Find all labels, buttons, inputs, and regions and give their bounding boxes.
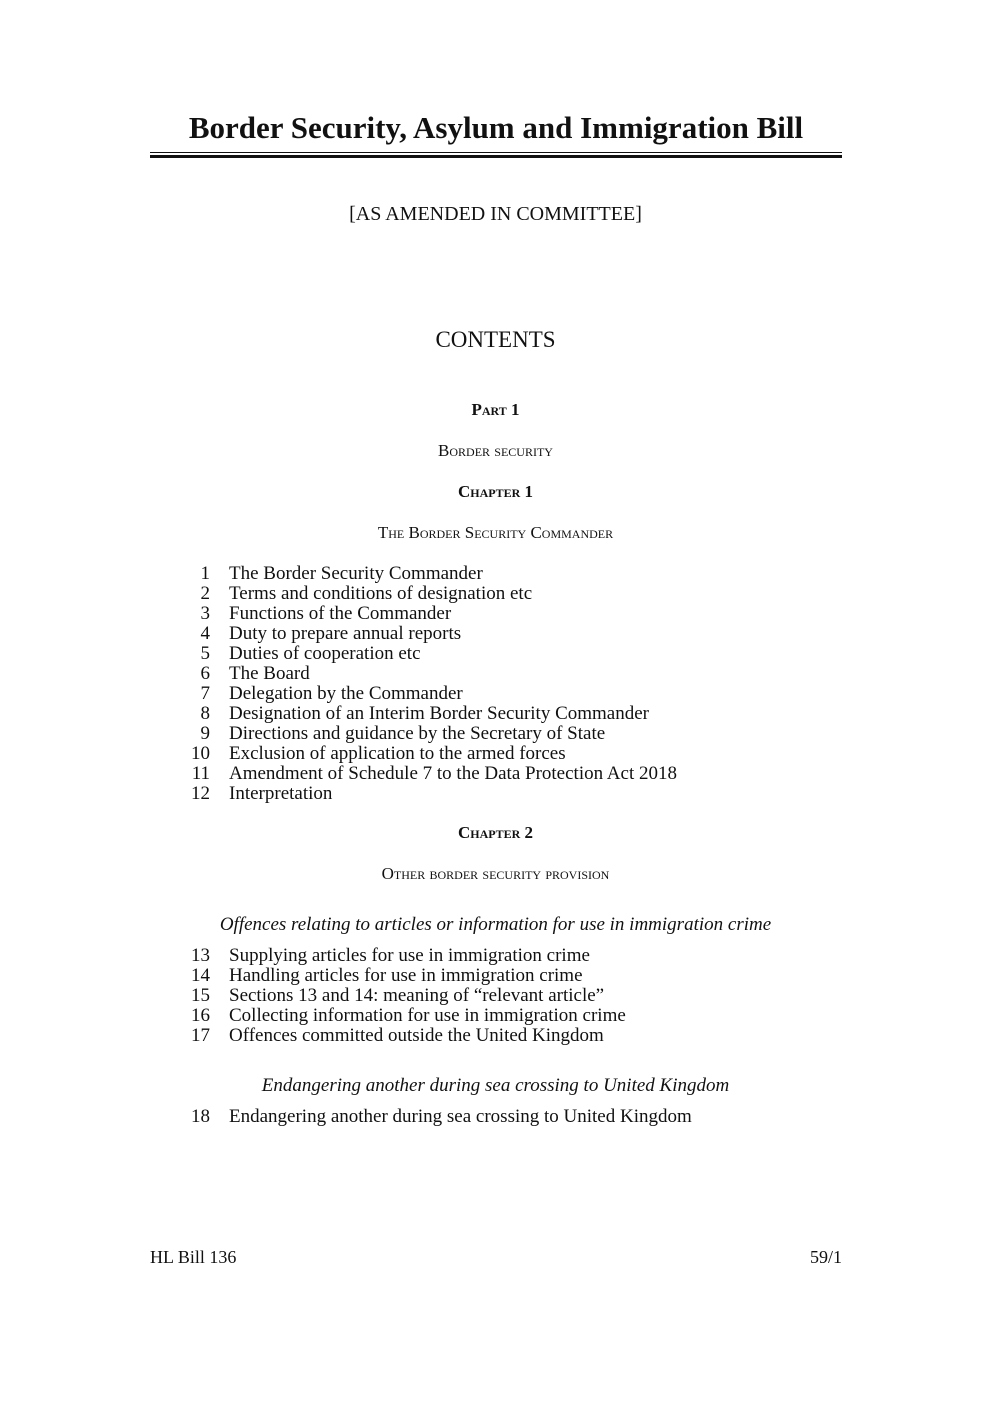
entry-title: Supplying articles for use in immigration crime xyxy=(229,945,590,966)
contents-entry[interactable] xyxy=(150,724,850,744)
entry-title: Delegation by the Commander xyxy=(229,683,463,704)
entry-number: 3 xyxy=(200,603,210,624)
entry-number: 9 xyxy=(200,723,210,744)
contents-entry[interactable] xyxy=(150,764,850,784)
contents-entry[interactable] xyxy=(150,946,850,966)
entry-title: Endangering another during sea crossing to United Kingdom xyxy=(229,1106,692,1127)
contents-entry[interactable] xyxy=(150,986,850,1006)
entry-number: 5 xyxy=(200,643,210,664)
footer-page-ref: 59/1 xyxy=(809,1247,842,1267)
contents-heading: CONTENTS xyxy=(435,327,556,352)
entry-number: 14 xyxy=(191,965,210,986)
entry-number: 16 xyxy=(191,1005,210,1026)
title-rule-thin xyxy=(150,152,842,153)
part-label: Part 1 xyxy=(471,400,520,419)
contents-entry[interactable] xyxy=(150,644,850,664)
contents-entry[interactable] xyxy=(150,624,850,644)
part-name: Border security xyxy=(438,441,553,460)
entry-title: Exclusion of application to the armed forces xyxy=(229,743,566,764)
entry-number: 6 xyxy=(200,663,210,684)
chapter1-name: The Border Security Commander xyxy=(377,523,614,542)
entry-number: 13 xyxy=(191,945,210,966)
group1-list xyxy=(150,946,850,1046)
entry-title: Directions and guidance by the Secretary of State xyxy=(229,723,606,744)
title-rule-thick xyxy=(150,155,842,158)
contents-entry[interactable] xyxy=(150,604,850,624)
subtitle: [AS AMENDED IN COMMITTEE] xyxy=(349,203,642,225)
entry-title: Designation of an Interim Border Security Commander xyxy=(229,703,650,724)
contents-entry[interactable] xyxy=(150,1107,850,1127)
entry-title: Collecting information for use in immigration crime xyxy=(229,1005,626,1026)
entry-number: 2 xyxy=(200,583,210,604)
entry-number: 17 xyxy=(191,1025,210,1046)
contents-entry[interactable] xyxy=(150,704,850,724)
entry-title: Duty to prepare annual reports xyxy=(229,623,462,644)
chapter1-list xyxy=(150,564,850,804)
entry-number: 7 xyxy=(200,683,210,704)
contents-entry[interactable] xyxy=(150,784,850,804)
chapter1-label: Chapter 1 xyxy=(457,482,534,501)
entry-number: 8 xyxy=(200,703,210,724)
group2-list xyxy=(150,1107,850,1127)
contents-entry[interactable] xyxy=(150,1026,850,1046)
entry-number: 11 xyxy=(191,763,210,784)
contents-entry[interactable] xyxy=(150,584,850,604)
entry-title: The Board xyxy=(229,663,310,684)
chapter2-label: Chapter 2 xyxy=(457,823,534,842)
entry-title: Functions of the Commander xyxy=(229,603,452,624)
entry-title: The Border Security Commander xyxy=(229,563,483,584)
entry-number: 18 xyxy=(191,1106,210,1127)
entry-title: Duties of cooperation etc xyxy=(229,643,421,664)
contents-entry[interactable] xyxy=(150,966,850,986)
entry-number: 12 xyxy=(191,783,210,804)
entry-number: 15 xyxy=(191,985,210,1006)
contents-entry[interactable] xyxy=(150,684,850,704)
entry-title: Handling articles for use in immigration crime xyxy=(229,965,583,986)
entry-number: 4 xyxy=(200,623,210,644)
entry-number: 10 xyxy=(191,743,210,764)
bill-title: Border Security, Asylum and Immigration Bill xyxy=(188,110,804,145)
contents-entry[interactable] xyxy=(150,664,850,684)
chapter2-name: Other border security provision xyxy=(381,864,610,883)
entry-title: Sections 13 and 14: meaning of “relevant article” xyxy=(229,985,605,1006)
contents-entry[interactable] xyxy=(150,564,850,584)
group2-heading: Endangering another during sea crossing to United Kingdom xyxy=(261,1075,730,1096)
entry-title: Interpretation xyxy=(229,783,333,804)
entry-number: 1 xyxy=(200,563,210,584)
entry-title: Amendment of Schedule 7 to the Data Protection Act 2018 xyxy=(229,763,677,784)
contents-entry[interactable] xyxy=(150,744,850,764)
footer-bill-number: HL Bill 136 xyxy=(150,1247,237,1267)
entry-title: Terms and conditions of designation etc xyxy=(229,583,533,604)
entry-title: Offences committed outside the United Kingdom xyxy=(229,1025,604,1046)
group1-heading: Offences relating to articles or information for use in immigration crime xyxy=(219,914,772,935)
contents-entry[interactable] xyxy=(150,1006,850,1026)
